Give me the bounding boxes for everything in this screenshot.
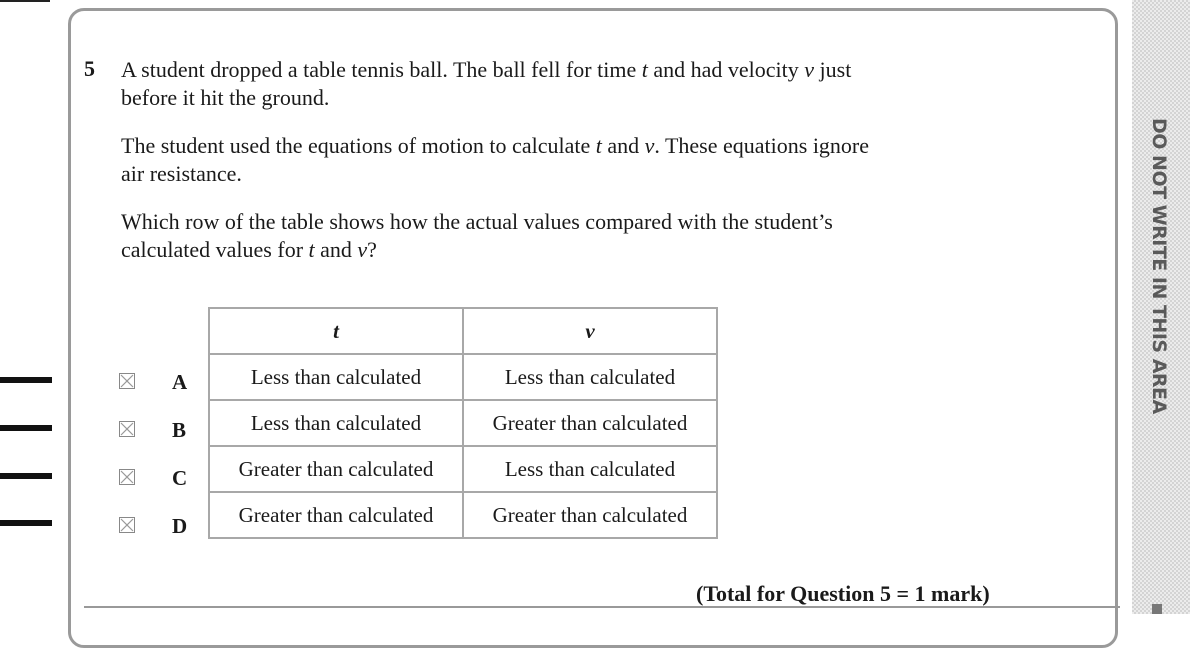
variable-v: v [804,57,815,82]
header-t: t [209,308,463,354]
side-margin-text: DO NOT WRITE IN THIS AREA [1148,118,1170,414]
option-b-letter: B [172,418,187,442]
margin-mark [0,425,52,431]
option-d-checkbox[interactable] [119,517,135,533]
table-header-row [209,308,717,354]
option-a-letter: A [172,370,188,394]
total-marks-label: (Total for Question 5 = 1 mark) [696,581,990,606]
table-row [209,492,717,538]
row-b-t: Less than calculated [209,400,463,446]
variable-v: v [644,133,655,158]
variable-v: v [357,237,368,262]
option-d-letter: D [172,514,188,538]
question-paragraph-2: The student used the equations of motion to calculate t and v. These equations ignore air resistance. [121,133,870,186]
option-a-checkbox[interactable] [119,373,135,389]
row-b-v: Greater than calculated [463,400,717,446]
question-number: 5 [84,56,95,81]
cross-icon [120,470,134,484]
cross-icon [120,422,134,436]
variable-t: t [308,237,315,262]
bottom-rule [84,606,1120,608]
answer-table [208,307,718,539]
table-row [209,446,717,492]
side-margin-tail [1152,604,1162,614]
option-c-checkbox[interactable] [119,469,135,485]
row-d-v: Greater than calculated [463,492,717,538]
variable-t: t [641,57,648,82]
question-paragraph-1: A student dropped a table tennis ball. The ball fell for time t and had velocity v just before it hit the ground. [121,57,852,110]
table-row [209,400,717,446]
row-c-v: Less than calculated [463,446,717,492]
margin-mark [0,377,52,383]
cross-icon [120,374,134,388]
variable-t: t [595,133,602,158]
row-d-t: Greater than calculated [209,492,463,538]
row-a-t: Less than calculated [209,354,463,400]
margin-mark [0,520,52,526]
table-row [209,354,717,400]
header-v: v [463,308,717,354]
row-a-v: Less than calculated [463,354,717,400]
cross-icon [120,518,134,532]
option-b-checkbox[interactable] [119,421,135,437]
margin-mark [0,473,52,479]
question-paragraph-3: Which row of the table shows how the actual values compared with the student’s calculated values for t and v? [121,209,833,262]
option-c-letter: C [172,466,188,490]
top-rule [0,0,50,2]
row-c-t: Greater than calculated [209,446,463,492]
